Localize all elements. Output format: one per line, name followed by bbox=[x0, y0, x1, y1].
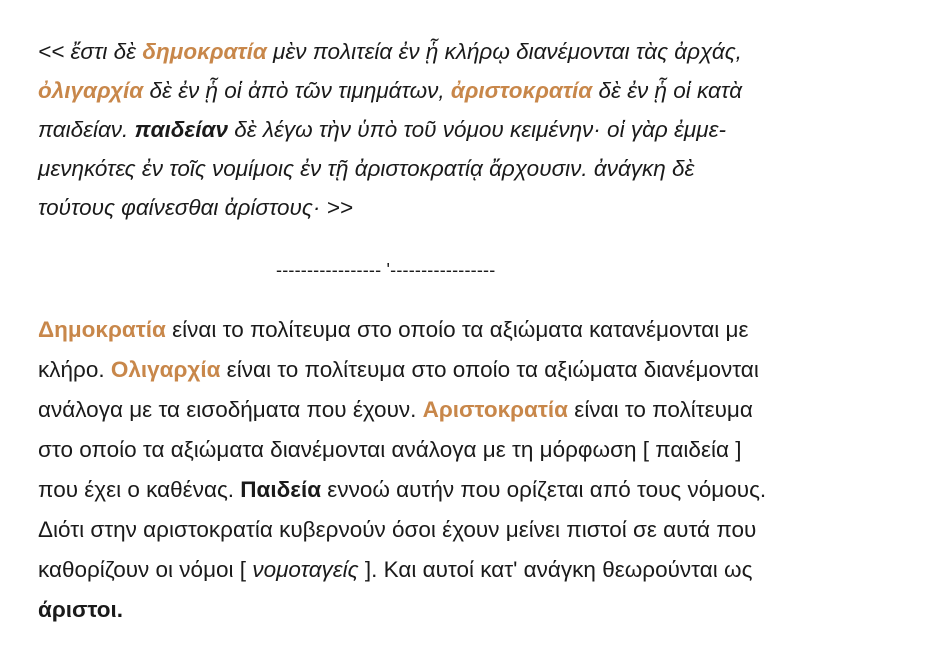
translation-line-7 bbox=[38, 556, 752, 584]
keyword-oligarchy-modern: Ολιγαρχία bbox=[110, 357, 221, 382]
quote-text: δὲ ἐν ᾗ οἱ κατὰ bbox=[592, 78, 743, 103]
section-separator: ----------------- '----------------- bbox=[276, 260, 496, 280]
quote-close-marks: >> bbox=[326, 195, 353, 220]
translation-text: είναι το πολίτευμα στο οποίο τα αξιώματα διανέμονται bbox=[220, 357, 759, 382]
quote-text: δὲ λέγω τὴν ὑπὸ τοῦ νόμου κειμένην· οἱ γὰρ ἐμμε- bbox=[228, 117, 726, 142]
translation-line-6 bbox=[38, 516, 756, 544]
quote-open-marks: << bbox=[38, 39, 71, 64]
quote-text: ἔστι δὲ bbox=[70, 39, 143, 64]
quote-text: τούτους φαίνεσθαι ἀρίστους· bbox=[38, 195, 327, 220]
keyword-aristocracy-modern: Αριστοκρατία bbox=[422, 397, 569, 422]
keyword-aristocracy: ἀριστοκρατία bbox=[450, 78, 593, 103]
translation-line-8 bbox=[38, 596, 123, 624]
keyword-paideia-modern: Παιδεία bbox=[240, 477, 322, 502]
quote-line-2 bbox=[38, 77, 742, 105]
italic-term-nomotageis: νομοταγείς bbox=[252, 557, 359, 582]
translation-line-2 bbox=[38, 356, 759, 384]
translation-text: στο οποίο τα αξιώματα διανέμονται ανάλογα με τη μόρφωση [ παιδεία ] bbox=[38, 437, 742, 462]
quote-text: παιδείαν. bbox=[38, 117, 135, 142]
quote-text: δὲ ἐν ᾗ οἱ ἀπὸ τῶν τιμημάτων, bbox=[143, 78, 451, 103]
translation-text: κλήρο. bbox=[38, 357, 111, 382]
translation-text: καθορίζουν οι νόμοι [ bbox=[38, 557, 253, 582]
keyword-paideia: παιδείαν bbox=[134, 117, 229, 142]
translation-text: είναι το πολίτευμα bbox=[568, 397, 753, 422]
translation-line-3 bbox=[38, 396, 753, 424]
keyword-oligarchy: ὀλιγαρχία bbox=[38, 78, 144, 103]
quote-line-5 bbox=[38, 194, 353, 222]
quote-line-4 bbox=[38, 155, 694, 183]
translation-text: ]. Και αυτοί κατ' ανάγκη θεωρούνται ως bbox=[358, 557, 753, 582]
translation-line-4 bbox=[38, 436, 742, 464]
quote-text: μενηκότες ἐν τοῖς νομίμοις ἐν τῇ ἀριστοκρατίᾳ ἄρχουσιν. ἀνάγκη δὲ bbox=[38, 156, 695, 181]
quote-line-3 bbox=[38, 116, 726, 144]
translation-line-5 bbox=[38, 476, 766, 504]
translation-line-1 bbox=[38, 316, 749, 344]
keyword-aristoi: άριστοι. bbox=[38, 597, 124, 622]
keyword-democracy-modern: Δημοκρατία bbox=[38, 317, 166, 342]
translation-text: που έχει ο καθένας. bbox=[38, 477, 241, 502]
quote-text: μὲν πολιτεία ἐν ᾗ κλήρῳ διανέμονται τὰς ἀρχάς, bbox=[266, 39, 742, 64]
quote-line-1 bbox=[38, 38, 742, 66]
keyword-democracy: δημοκρατία bbox=[142, 39, 267, 64]
translation-text: Διότι στην αριστοκρατία κυβερνούν όσοι έχουν μείνει πιστοί σε αυτά που bbox=[38, 517, 757, 542]
translation-text: είναι το πολίτευμα στο οποίο τα αξιώματα κατανέμονται με bbox=[165, 317, 749, 342]
translation-text: εννοώ αυτήν που ορίζεται από τους νόμους. bbox=[321, 477, 767, 502]
translation-text: ανάλογα με τα εισοδήματα που έχουν. bbox=[38, 397, 423, 422]
